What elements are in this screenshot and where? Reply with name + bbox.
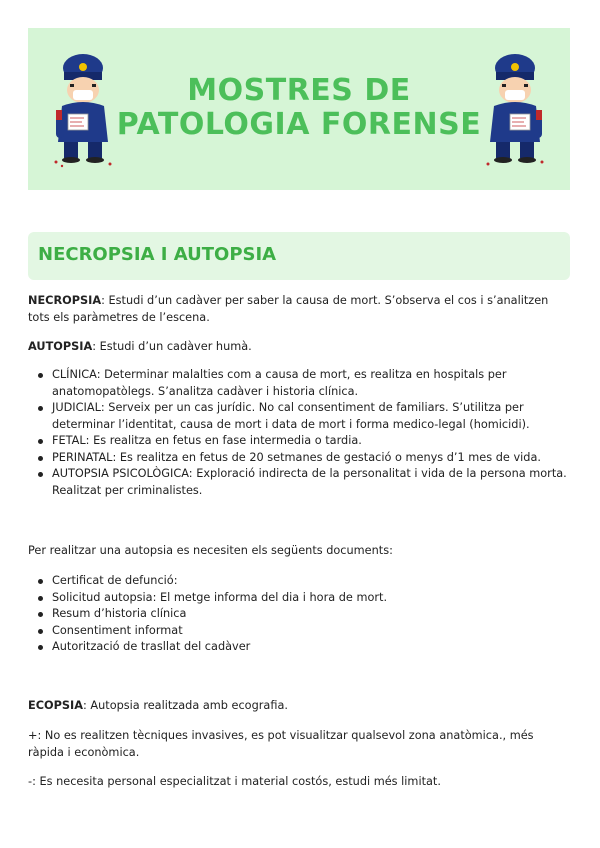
section-title: NECROPSIA I AUTOPSIA <box>38 244 277 265</box>
ecopsia-definition: : Autopsia realitzada amb ecografia. <box>82 699 288 712</box>
list-item: FETAL: Es realitza en fetus en fase intermedia o tardia. <box>28 433 570 450</box>
list-item: PERINATAL: Es realitza en fetus de 20 setmanes de gestació o menys d’1 mes de vida. <box>28 450 570 467</box>
ecopsia-term: ECOPSIA <box>28 699 83 712</box>
list-item: Solicitud autopsia: El metge informa del dia i hora de mort. <box>28 590 570 607</box>
header-banner <box>28 28 570 190</box>
autopsia-types-list <box>28 367 570 499</box>
list-item: CLÍNICA: Determinar malalties com a causa de mort, es realitza en hospitals per anatomopatòlegs. S’analitza cadàver i historia clínica. <box>28 367 570 400</box>
page-title <box>88 74 510 142</box>
documents-intro: Per realitzar una autopsia es necesiten els següents documents: <box>28 544 393 557</box>
page-title-line-1: MOSTRES DE <box>187 73 411 108</box>
list-item: AUTOPSIA PSICOLÒGICA: Exploració indirecta de la personalitat i vida de la persona morta. Realitzat per criminalistes. <box>28 466 570 499</box>
autopsia-paragraph <box>28 339 573 356</box>
police-officer-icon <box>480 50 550 168</box>
page-title-line-2: PATOLOGIA FORENSE <box>116 107 482 142</box>
list-item: JUDICIAL: Serveix per un cas jurídic. No cal consentiment de familiars. S’utilitza per determinar l’identitat, causa de mort i data de mort i forma medico-legal (homicidi). <box>28 400 570 433</box>
autopsia-definition: : Estudi d’un cadàver humà. <box>92 340 252 353</box>
list-item: Consentiment informat <box>28 623 570 640</box>
autopsia-term: AUTOPSIA <box>28 340 93 353</box>
documents-list <box>28 573 570 656</box>
section-header <box>28 232 570 280</box>
necropsia-paragraph <box>28 293 573 326</box>
list-item: Autorització de trasllat del cadàver <box>28 639 570 656</box>
necropsia-definition: : Estudi d’un cadàver per saber la causa de mort. S’observa el cos i s’analitzen tots els paràmetres de l’escena. <box>28 294 549 324</box>
list-item: Resum d’historia clínica <box>28 606 570 623</box>
list-item: Certificat de defunció: <box>28 573 570 590</box>
ecopsia-con: -: Es necesita personal especialitzat i material costós, estudi més limitat. <box>28 775 441 788</box>
ecopsia-paragraph <box>28 698 573 715</box>
necropsia-term: NECROPSIA <box>28 294 102 307</box>
ecopsia-pro: +: No es realitzen tècniques invasives, es pot visualitzar qualsevol zona anatòmica., més ràpida i econòmica. <box>28 729 534 759</box>
